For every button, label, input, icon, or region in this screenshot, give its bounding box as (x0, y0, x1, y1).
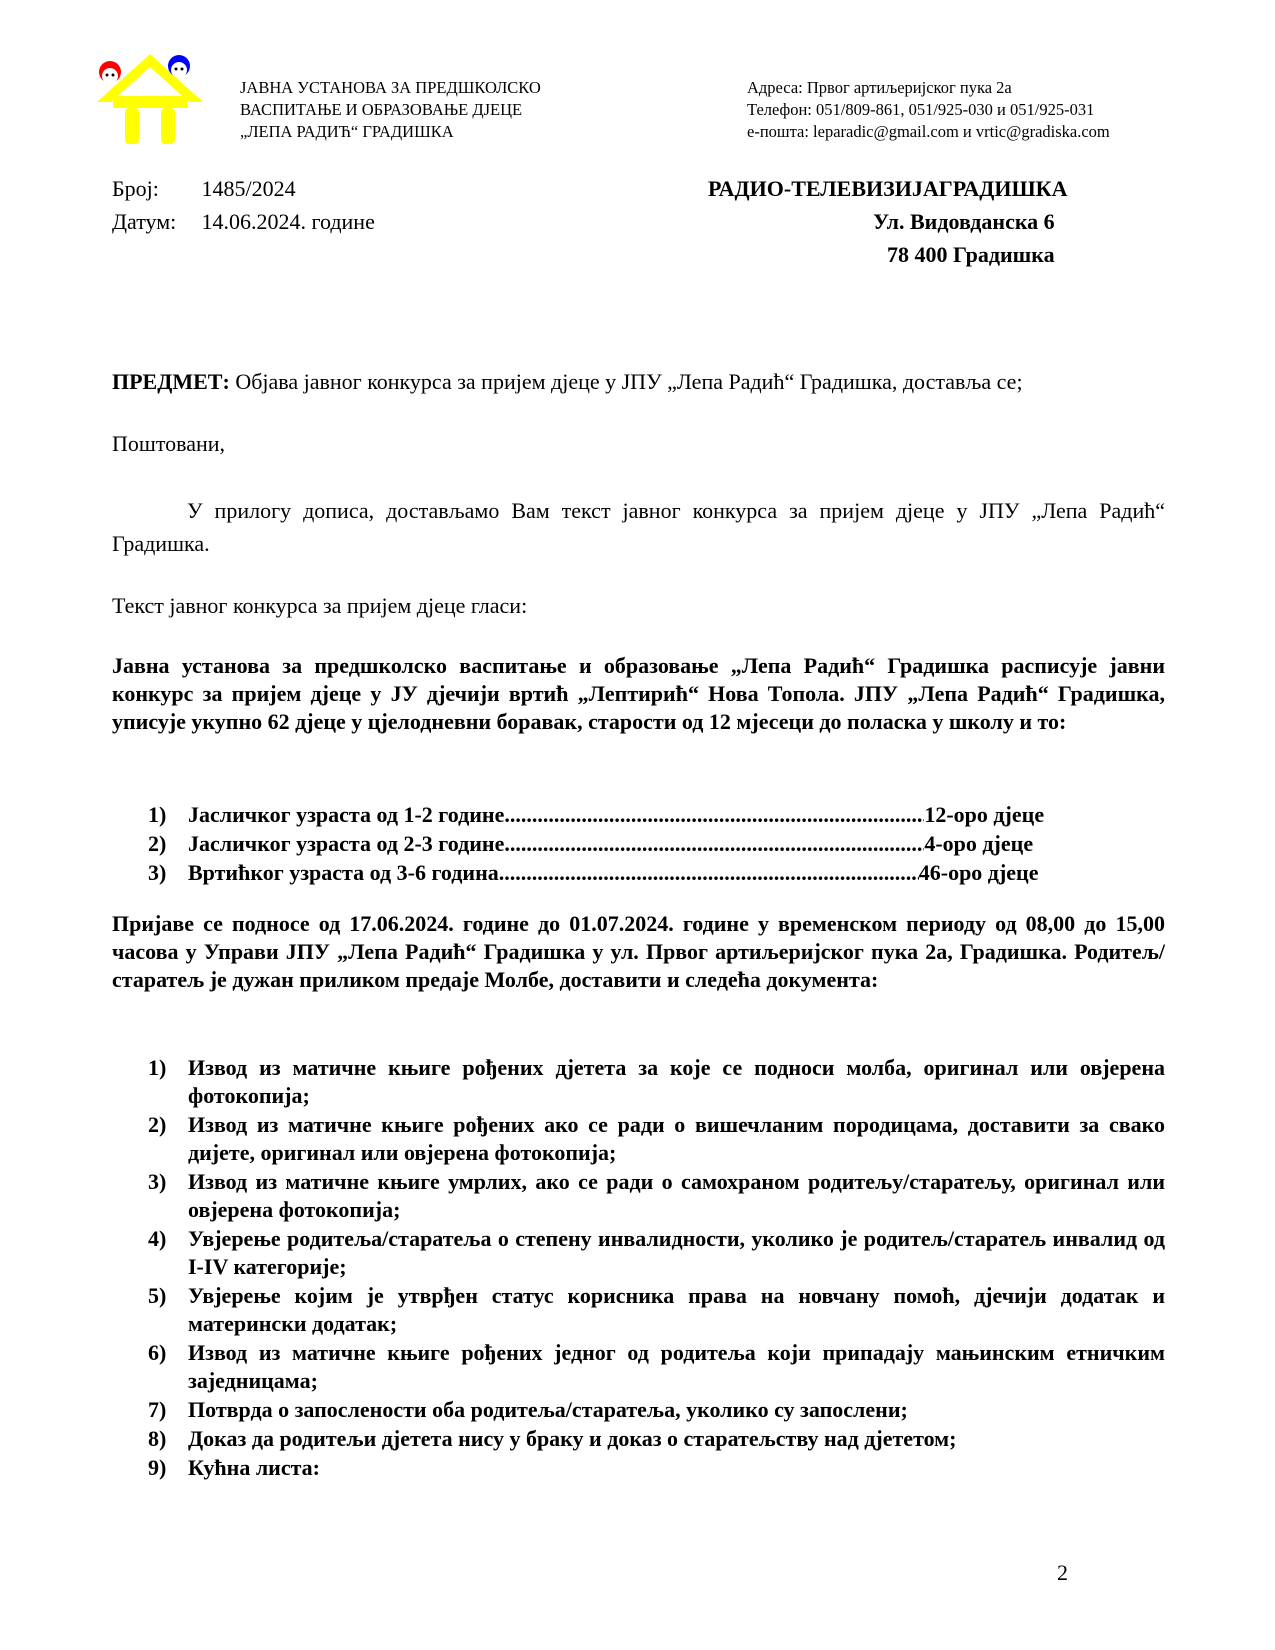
salutation: Поштовани, (112, 431, 226, 456)
item-text: Увјерење којим је утврђен статус корисника права на новчану помоћ, дјечији додатак и матерински додатак; (188, 1283, 1165, 1336)
documents-list (148, 1054, 1165, 1483)
item-number: 3) (148, 1169, 167, 1194)
list-item (148, 1054, 1165, 1110)
page-number: 2 (1057, 1560, 1068, 1585)
quota-label: Вртићког узраста од 3-6 година (188, 860, 499, 885)
quota-list (148, 800, 1148, 887)
list-item (148, 800, 1148, 829)
item-text: Потврда о запослености оба родитеља/старатеља, уколико су запослени; (188, 1397, 908, 1422)
leader-dots (499, 858, 919, 887)
recipient-street: Ул. Видовданска 6 (873, 209, 1055, 234)
item-number: 4) (148, 1226, 167, 1251)
reference-date (112, 205, 375, 238)
institution-name (240, 77, 541, 143)
recipient-name: РАДИО-ТЕЛЕВИЗИЈАГРАДИШКА (708, 176, 1068, 201)
list-item (148, 829, 1148, 858)
contact-phone: Телефон: 051/809-861, 051/925-030 и 051/925-031 (747, 100, 1095, 119)
lead-paragraph: Текст јавног конкурса за пријем дјеце гласи: (112, 593, 528, 618)
application-paragraph: Пријаве се подносе од 17.06.2024. године до 01.07.2024. године у временском периоду од 08,00 до 15,00 часова у Управи ЈПУ „Лепа Радић“ Градишка у ул. Првог артиљеријског пука 2а, Градишка. Родитељ/старатељ је дужан приликом предаје Молбе, доставити и следећа документа: (112, 911, 1165, 992)
recipient-city: 78 400 Градишка (887, 242, 1055, 267)
institution-line: „ЛЕПА РАДИЋ“ ГРАДИШКА (240, 122, 454, 141)
intro-paragraph: У прилогу дописа, достављамо Вам текст јавног конкурса за пријем дјеце у ЈПУ „Лепа Радић“ Градишка. (112, 498, 1165, 556)
item-number: 2) (148, 1112, 167, 1137)
contact-address: Адреса: Првог артиљеријског пука 2а (747, 78, 1012, 97)
list-item (148, 1425, 1165, 1453)
institution-line: ВАСПИТАЊЕ И ОБРАЗОВАЊЕ ДЈЕЦЕ (240, 100, 523, 119)
quota-label: Јасличког узраста од 1-2 године (188, 802, 505, 827)
list-item (148, 1339, 1165, 1395)
number-value: 1485/2024 (201, 176, 296, 201)
subject-label: ПРЕДМЕТ: (112, 369, 230, 394)
leader-dots (504, 800, 924, 829)
item-number: 3) (148, 860, 167, 885)
list-item (148, 1111, 1165, 1167)
list-item (148, 858, 1148, 887)
recipient-block (700, 172, 1120, 271)
list-item (148, 1454, 1165, 1482)
subject-text: Објава јавног конкурса за пријем дјеце у ЈПУ „Лепа Радић“ Градишка, доставља се; (229, 369, 1023, 394)
item-text: Извод из матичне књиге умрлих, ако се ради о самохраном родитељу/старатељу, оригинал или овјерена фотокопија; (188, 1169, 1165, 1222)
item-text: Кућна листа: (188, 1455, 320, 1480)
list-item (148, 1396, 1165, 1424)
reference-number (112, 172, 375, 205)
item-text: Доказ да родитељи дјетета нису у браку и доказ о старатељству над дјететом; (188, 1426, 957, 1451)
number-label: Број: (112, 176, 159, 201)
quota-label: Јасличког узраста од 2-3 године (188, 831, 505, 856)
subject-line (112, 368, 1165, 396)
item-number: 5) (148, 1283, 167, 1308)
item-number: 2) (148, 831, 167, 856)
contact-info (747, 77, 1110, 143)
date-label: Датум: (112, 209, 177, 234)
quota-count: 46-оро дјеце (918, 860, 1039, 885)
list-item (148, 1282, 1165, 1338)
quota-count: 4-оро дјеце (924, 831, 1034, 856)
item-text: Извод из матичне књиге рођених једног од родитеља који припадају мањинским етничким заједницама; (188, 1340, 1165, 1393)
item-number: 6) (148, 1340, 167, 1365)
quota-count: 12-оро дјеце (924, 802, 1045, 827)
item-number: 1) (148, 1055, 167, 1080)
item-text: Увјерење родитеља/старатеља о степену инвалидности, уколико је родитељ/старатељ инвалид од I-IV категорије; (188, 1226, 1165, 1279)
reference-block (112, 172, 375, 238)
item-number: 9) (148, 1455, 167, 1480)
list-item (148, 1225, 1165, 1281)
announcement-paragraph: Јавна установа за предшколско васпитање и образовање „Лепа Радић“ Градишка расписује јавни конкурс за пријем дјеце у ЈУ дјечији вртић „Лептирић“ Нова Топола. ЈПУ „Лепа Радић“ Градишка, уписује укупно 62 дјеце у цјелодневни боравак, старости од 12 мјесеци до поласка у школу и то: (112, 653, 1165, 734)
date-value: 14.06.2024. године (201, 209, 375, 234)
leader-dots (504, 829, 924, 858)
kindergarten-logo (95, 52, 205, 148)
item-text: Извод из матичне књиге рођених дјетета за које се подноси молба, оригинал или овјерена фотокопија; (188, 1055, 1165, 1108)
institution-line: ЈАВНА УСТАНОВА ЗА ПРЕДШКОЛСКО (240, 78, 541, 97)
item-number: 7) (148, 1397, 167, 1422)
list-item (148, 1168, 1165, 1224)
contact-email: e-пошта: leparadic@gmail.com и vrtic@gradiska.com (747, 122, 1110, 141)
item-number: 1) (148, 802, 167, 827)
item-number: 8) (148, 1426, 167, 1451)
item-text: Извод из матичне књиге рођених ако се ради о вишечланим породицама, доставити за свако дијете, оригинал или овјерена фотокопија; (188, 1112, 1165, 1165)
